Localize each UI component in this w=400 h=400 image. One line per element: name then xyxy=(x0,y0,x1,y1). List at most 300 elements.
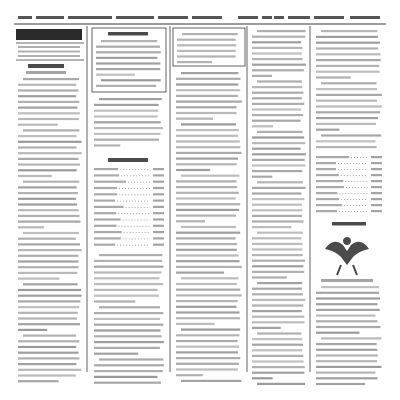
text-line xyxy=(252,41,301,43)
text-line xyxy=(18,369,81,371)
text-line xyxy=(18,306,79,308)
text-line xyxy=(252,86,302,88)
text-line xyxy=(94,329,161,331)
text-line xyxy=(316,105,382,107)
text-line xyxy=(18,255,78,257)
table-label xyxy=(316,156,349,158)
text-line xyxy=(101,40,157,42)
text-line xyxy=(94,121,161,123)
dateline-text xyxy=(314,16,344,19)
text-line xyxy=(96,85,156,87)
text-line xyxy=(18,352,79,354)
text-line xyxy=(252,248,302,250)
text-line xyxy=(18,272,77,274)
text-line xyxy=(94,318,160,320)
text-line xyxy=(99,306,160,308)
text-line xyxy=(23,129,79,131)
text-line xyxy=(99,358,163,360)
text-line xyxy=(316,71,380,73)
text-line xyxy=(18,329,47,331)
text-line xyxy=(176,363,239,365)
table-value xyxy=(371,156,382,158)
text-line xyxy=(176,192,239,194)
text-line xyxy=(96,74,135,76)
text-line xyxy=(316,360,377,362)
text-line xyxy=(252,321,305,323)
table-label xyxy=(316,198,339,200)
table-label xyxy=(94,212,116,214)
masthead-title-block xyxy=(16,29,82,40)
text-line xyxy=(177,61,212,63)
text-line xyxy=(94,271,162,273)
text-line xyxy=(18,146,76,148)
text-line xyxy=(99,98,162,100)
text-line xyxy=(252,69,304,71)
text-line xyxy=(176,351,238,353)
text-line xyxy=(316,42,380,44)
text-line xyxy=(321,82,377,84)
text-line xyxy=(252,327,281,329)
dateline-text xyxy=(116,16,154,19)
text-line xyxy=(321,134,381,136)
text-line xyxy=(96,62,160,64)
table-label xyxy=(94,168,118,170)
table-value xyxy=(153,244,164,246)
text-line xyxy=(176,311,240,313)
table-label xyxy=(94,237,121,239)
text-line xyxy=(18,89,78,91)
text-line xyxy=(94,382,161,384)
text-line xyxy=(176,237,236,239)
text-line xyxy=(176,232,240,234)
text-line xyxy=(94,110,158,112)
text-line xyxy=(181,380,242,382)
masthead-subline xyxy=(18,55,80,57)
table-label xyxy=(316,186,344,188)
text-line xyxy=(316,94,382,96)
emblem-caption xyxy=(321,279,373,282)
text-line xyxy=(252,215,302,217)
table-value xyxy=(153,212,164,214)
text-line xyxy=(18,312,78,314)
text-line xyxy=(316,129,339,131)
table-value xyxy=(153,168,164,170)
table-value xyxy=(371,198,382,200)
text-line xyxy=(18,340,79,342)
text-line xyxy=(252,204,302,206)
text-line xyxy=(18,186,77,188)
text-line xyxy=(177,39,236,41)
text-line xyxy=(252,260,305,262)
table-label xyxy=(94,174,119,176)
text-line xyxy=(18,95,76,97)
text-line xyxy=(176,294,242,296)
text-line xyxy=(176,118,213,120)
text-line xyxy=(176,346,239,348)
text-line xyxy=(257,30,306,32)
text-line xyxy=(18,357,79,359)
table-value xyxy=(371,204,382,206)
text-line xyxy=(181,226,236,228)
text-line xyxy=(18,158,78,160)
text-line xyxy=(94,312,163,314)
text-line xyxy=(18,221,81,223)
text-line xyxy=(18,238,76,240)
text-line xyxy=(316,320,378,322)
table-label xyxy=(316,192,337,194)
text-line xyxy=(316,366,382,368)
text-line xyxy=(316,59,381,61)
text-line xyxy=(94,133,161,135)
text-line xyxy=(176,215,236,217)
text-line xyxy=(176,158,238,160)
text-line xyxy=(257,282,302,284)
text-line xyxy=(252,92,303,94)
dateline-row xyxy=(18,16,380,19)
text-line xyxy=(252,148,301,150)
text-line xyxy=(176,83,238,85)
table-label xyxy=(94,181,126,183)
text-line xyxy=(252,75,272,77)
table-value xyxy=(153,193,164,195)
text-line xyxy=(18,209,79,211)
text-line xyxy=(94,370,163,372)
text-line xyxy=(94,115,158,117)
text-line xyxy=(316,146,377,148)
text-line xyxy=(316,140,376,142)
text-line xyxy=(176,334,239,336)
text-line xyxy=(316,372,375,374)
text-line xyxy=(257,181,303,183)
text-line xyxy=(18,346,76,348)
text-line xyxy=(176,300,238,302)
text-line xyxy=(181,277,238,279)
text-line xyxy=(316,343,377,345)
text-line xyxy=(176,89,240,91)
table-value xyxy=(153,206,164,208)
text-line xyxy=(176,203,240,205)
text-line xyxy=(316,53,381,55)
text-line xyxy=(176,146,240,148)
text-line xyxy=(94,289,158,291)
dateline-text xyxy=(262,16,272,19)
text-line xyxy=(18,317,77,319)
text-line xyxy=(176,152,241,154)
table-value xyxy=(371,192,382,194)
text-line xyxy=(94,283,163,285)
table-value xyxy=(371,162,382,164)
table-value xyxy=(153,187,164,189)
text-line xyxy=(181,72,238,74)
table-value xyxy=(371,168,382,170)
text-line xyxy=(18,323,80,325)
section-heading xyxy=(28,64,64,68)
text-line xyxy=(176,186,237,188)
section-heading xyxy=(332,222,366,226)
text-line xyxy=(181,123,236,125)
table-value xyxy=(153,200,164,202)
text-line xyxy=(252,226,291,228)
table-label xyxy=(316,168,336,170)
text-line xyxy=(252,153,306,155)
text-line xyxy=(257,383,305,385)
text-line xyxy=(176,368,238,370)
text-line xyxy=(96,46,160,48)
table-label xyxy=(94,193,117,195)
text-line xyxy=(316,100,377,102)
section-heading xyxy=(108,158,148,162)
dateline-text xyxy=(274,16,284,19)
text-line xyxy=(252,265,303,267)
text-line xyxy=(176,283,237,285)
text-line xyxy=(252,176,272,178)
masthead-subline xyxy=(18,51,80,53)
section-subheading xyxy=(26,71,66,74)
text-line xyxy=(252,310,302,312)
text-line xyxy=(252,360,304,362)
text-line xyxy=(252,316,304,318)
text-line xyxy=(94,277,160,279)
text-line xyxy=(18,300,80,302)
text-line xyxy=(18,374,76,376)
text-line xyxy=(252,271,304,273)
text-line xyxy=(94,353,138,355)
text-line xyxy=(252,114,303,116)
text-line xyxy=(18,215,80,217)
text-line xyxy=(18,260,78,262)
text-line xyxy=(18,198,76,200)
dateline-text xyxy=(238,16,258,19)
table-label xyxy=(316,204,342,206)
text-line xyxy=(316,377,378,379)
table-label xyxy=(316,162,336,164)
table-value xyxy=(153,231,164,233)
text-line xyxy=(252,293,303,295)
text-line xyxy=(18,278,59,280)
text-line xyxy=(176,180,237,182)
text-line xyxy=(18,107,77,109)
text-line xyxy=(94,104,159,106)
text-line xyxy=(94,295,159,297)
dateline-text xyxy=(68,16,112,19)
text-line xyxy=(176,129,239,131)
text-line xyxy=(18,84,76,86)
text-line xyxy=(252,198,304,200)
text-line xyxy=(252,164,306,166)
text-line xyxy=(177,50,236,52)
text-line xyxy=(176,340,238,342)
text-line xyxy=(316,123,376,125)
text-line xyxy=(252,366,305,368)
text-line xyxy=(252,220,304,222)
text-line xyxy=(316,88,377,90)
table-value xyxy=(153,174,164,176)
text-line xyxy=(23,181,79,183)
text-line xyxy=(18,141,82,143)
text-line xyxy=(94,335,162,337)
text-line xyxy=(18,226,44,228)
text-line xyxy=(94,144,120,146)
text-line xyxy=(181,329,240,331)
text-line xyxy=(252,120,301,122)
text-line xyxy=(96,68,160,70)
text-line xyxy=(252,349,302,351)
text-line xyxy=(18,289,81,291)
dateline-text xyxy=(158,16,188,19)
dateline-text xyxy=(192,16,222,19)
table-value xyxy=(371,210,382,212)
table-value xyxy=(371,180,382,182)
text-line xyxy=(176,197,236,199)
text-line xyxy=(94,347,160,349)
text-line xyxy=(96,51,161,53)
text-line xyxy=(18,152,82,154)
table-value xyxy=(153,181,164,183)
text-line xyxy=(18,135,77,137)
text-line xyxy=(176,140,240,142)
text-line xyxy=(252,355,303,357)
text-line xyxy=(321,30,377,32)
text-line xyxy=(18,363,76,365)
text-line xyxy=(252,97,302,99)
text-line xyxy=(18,175,52,177)
text-line xyxy=(316,383,365,385)
text-line xyxy=(176,112,237,114)
text-line xyxy=(252,142,305,144)
text-line xyxy=(176,317,240,319)
text-line xyxy=(252,64,306,66)
text-line xyxy=(316,349,377,351)
text-line xyxy=(252,125,273,127)
text-line xyxy=(94,300,135,302)
text-line xyxy=(257,232,303,234)
text-line xyxy=(316,47,378,49)
table-label xyxy=(316,174,339,176)
dateline-text xyxy=(350,16,380,19)
table-label xyxy=(316,210,337,212)
text-line xyxy=(176,163,237,165)
text-line xyxy=(252,170,302,172)
text-line xyxy=(252,372,304,374)
text-line xyxy=(316,354,378,356)
text-line xyxy=(18,266,79,268)
table-value xyxy=(153,225,164,227)
text-line xyxy=(252,108,301,110)
text-line xyxy=(23,335,76,337)
text-line xyxy=(257,131,303,133)
text-line xyxy=(316,65,379,67)
text-line xyxy=(252,276,287,278)
text-line xyxy=(252,58,303,60)
text-line xyxy=(94,376,158,378)
text-line xyxy=(176,289,240,291)
table-label xyxy=(94,187,117,189)
text-line xyxy=(316,332,360,334)
text-line xyxy=(176,266,242,268)
table-value xyxy=(371,186,382,188)
text-line xyxy=(176,95,238,97)
text-line xyxy=(181,175,239,177)
text-line xyxy=(176,101,242,103)
text-line xyxy=(252,377,273,379)
text-line xyxy=(252,288,302,290)
text-line xyxy=(316,303,377,305)
text-line xyxy=(316,76,351,78)
text-line xyxy=(176,220,205,222)
text-line xyxy=(316,36,378,38)
text-line xyxy=(96,57,157,59)
text-line xyxy=(252,36,305,38)
masthead-subline xyxy=(18,46,80,48)
text-line xyxy=(177,55,236,57)
text-line xyxy=(176,260,240,262)
text-line xyxy=(18,112,80,114)
text-line xyxy=(177,44,236,46)
text-line xyxy=(316,111,380,113)
text-line xyxy=(176,323,215,325)
text-line xyxy=(94,260,162,262)
table-value xyxy=(153,237,164,239)
text-line xyxy=(316,309,380,311)
dateline-text xyxy=(36,16,64,19)
text-line xyxy=(176,209,239,211)
dateline-text xyxy=(288,16,310,19)
text-line xyxy=(252,136,304,138)
text-line xyxy=(257,80,302,82)
text-line xyxy=(176,106,236,108)
text-line xyxy=(101,79,161,81)
table-label xyxy=(316,180,343,182)
text-line xyxy=(316,297,380,299)
text-line xyxy=(176,272,224,274)
text-line xyxy=(18,380,59,382)
text-line xyxy=(18,192,78,194)
text-line xyxy=(18,101,79,103)
text-line xyxy=(176,135,238,137)
section-heading xyxy=(108,32,148,36)
text-line xyxy=(18,164,80,166)
text-line xyxy=(321,286,379,288)
text-line xyxy=(18,169,77,171)
text-line xyxy=(23,232,79,234)
table-label xyxy=(94,231,122,233)
text-line xyxy=(252,192,301,194)
text-line xyxy=(252,103,304,105)
text-line xyxy=(18,295,82,297)
text-line xyxy=(252,209,302,211)
text-line xyxy=(252,159,305,161)
text-line xyxy=(18,124,58,126)
text-line xyxy=(176,243,237,245)
text-line xyxy=(23,283,78,285)
text-line xyxy=(94,266,164,268)
text-line xyxy=(176,357,240,359)
text-line xyxy=(316,326,380,328)
text-line xyxy=(176,306,237,308)
text-line xyxy=(316,315,376,317)
text-line xyxy=(252,237,301,239)
table-value xyxy=(153,218,164,220)
text-line xyxy=(176,254,239,256)
table-value xyxy=(371,174,382,176)
text-line xyxy=(176,374,203,376)
text-line xyxy=(252,254,303,256)
text-line xyxy=(18,243,80,245)
text-line xyxy=(18,203,77,205)
text-line xyxy=(176,169,210,171)
text-line xyxy=(316,292,379,294)
text-line xyxy=(316,117,378,119)
